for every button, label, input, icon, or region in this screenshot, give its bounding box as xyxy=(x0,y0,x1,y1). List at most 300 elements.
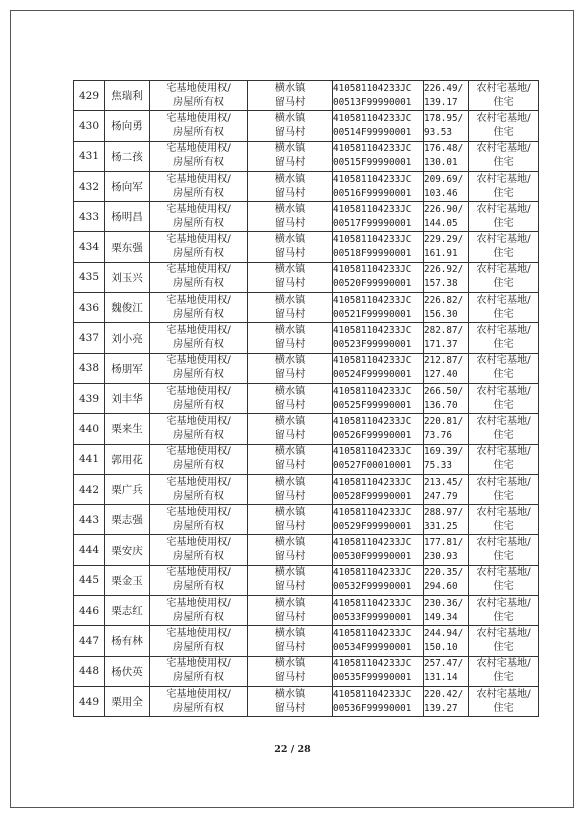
owner-name-cell-text: 栗安庆 xyxy=(111,544,143,557)
owner-name-cell xyxy=(105,353,150,383)
table-row xyxy=(74,414,539,444)
land-use-cell xyxy=(469,656,539,686)
land-use-cell xyxy=(469,202,539,232)
right-type-cell xyxy=(150,171,248,201)
land-use-cell xyxy=(469,596,539,626)
unit-code-cell-text: 00517F99990001 xyxy=(333,217,412,229)
row-number-cell-text: 433 xyxy=(78,210,100,223)
land-use-cell-text: 住宅 xyxy=(493,369,514,381)
unit-code-cell-text: 00526F99990001 xyxy=(333,429,412,441)
location-cell-text: 横水镇 xyxy=(274,415,306,427)
right-type-cell xyxy=(150,383,248,413)
owner-name-cell-text: 杨朋军 xyxy=(111,362,143,375)
location-cell-text: 横水镇 xyxy=(274,658,306,670)
land-use-cell-text: 农村宅基地/ xyxy=(476,264,531,276)
location-cell xyxy=(248,262,333,292)
right-type-cell xyxy=(150,232,248,262)
right-type-cell-text: 宅基地使用权/ xyxy=(166,627,231,639)
land-use-cell-text: 农村宅基地/ xyxy=(476,143,531,155)
area-cell-text: 220.42/ xyxy=(424,688,464,700)
location-cell-text: 横水镇 xyxy=(274,264,306,276)
land-use-cell-text: 农村宅基地/ xyxy=(476,173,531,185)
unit-code-cell-text: 00527F00010001 xyxy=(333,460,412,472)
area-cell xyxy=(424,171,469,201)
owner-name-cell-text: 杨有林 xyxy=(111,635,143,648)
location-cell xyxy=(248,535,333,565)
unit-code-cell-text: 410581104233JC xyxy=(333,173,412,185)
land-use-cell-text: 住宅 xyxy=(493,641,514,653)
right-type-cell-text: 房屋所有权 xyxy=(173,339,224,351)
location-cell xyxy=(248,232,333,262)
right-type-cell-text: 宅基地使用权/ xyxy=(166,234,231,246)
right-type-cell-text: 宅基地使用权/ xyxy=(166,506,231,518)
area-cell-text: 213.45/ xyxy=(424,476,464,488)
right-type-cell-text: 宅基地使用权/ xyxy=(166,567,231,579)
row-number-cell xyxy=(74,686,105,716)
area-cell xyxy=(424,626,469,656)
area-cell-text: 257.47/ xyxy=(424,658,464,670)
land-use-cell-text: 住宅 xyxy=(493,187,514,199)
location-cell xyxy=(248,383,333,413)
right-type-cell-text: 宅基地使用权/ xyxy=(166,264,231,276)
row-number-cell xyxy=(74,656,105,686)
unit-code-cell-text: 410581104233JC xyxy=(333,234,412,246)
row-number-cell-text: 434 xyxy=(78,241,100,254)
right-type-cell xyxy=(150,353,248,383)
unit-code-cell-text: 410581104233JC xyxy=(333,476,412,488)
unit-code-cell-text: 410581104233JC xyxy=(333,627,412,639)
right-type-cell-text: 房屋所有权 xyxy=(173,490,224,502)
row-number-cell-text: 437 xyxy=(78,332,100,345)
area-cell xyxy=(424,111,469,141)
area-cell-text: 130.01 xyxy=(424,157,458,169)
right-type-cell-text: 房屋所有权 xyxy=(173,581,224,593)
location-cell-text: 横水镇 xyxy=(274,688,306,700)
area-cell xyxy=(424,596,469,626)
land-use-cell-text: 农村宅基地/ xyxy=(476,385,531,397)
owner-name-cell xyxy=(105,505,150,535)
owner-name-cell-text: 杨伏英 xyxy=(111,665,143,678)
right-type-cell-text: 房屋所有权 xyxy=(173,217,224,229)
land-use-cell xyxy=(469,686,539,716)
area-cell-text: 331.25 xyxy=(424,520,458,532)
owner-name-cell-text: 栗金玉 xyxy=(111,574,143,587)
unit-code-cell xyxy=(333,505,424,535)
unit-code-cell-text: 410581104233JC xyxy=(333,82,412,94)
right-type-cell-text: 房屋所有权 xyxy=(173,520,224,532)
land-use-cell-text: 农村宅基地/ xyxy=(476,476,531,488)
owner-name-cell-text: 栗用全 xyxy=(111,696,143,709)
area-cell-text: 75.33 xyxy=(424,460,452,472)
location-cell xyxy=(248,81,333,111)
table-row xyxy=(74,383,539,413)
right-type-cell-text: 宅基地使用权/ xyxy=(166,476,231,488)
area-cell-text: 220.35/ xyxy=(424,567,464,579)
location-cell-text: 留马村 xyxy=(274,672,306,684)
location-cell-text: 横水镇 xyxy=(274,234,306,246)
right-type-cell-text: 宅基地使用权/ xyxy=(166,203,231,215)
table-row xyxy=(74,293,539,323)
owner-name-cell xyxy=(105,232,150,262)
land-use-cell-text: 农村宅基地/ xyxy=(476,203,531,215)
right-type-cell-text: 宅基地使用权/ xyxy=(166,112,231,124)
owner-name-cell xyxy=(105,444,150,474)
owner-name-cell-text: 焦瑞利 xyxy=(111,90,143,103)
unit-code-cell-text: 00534F99990001 xyxy=(333,641,412,653)
location-cell xyxy=(248,323,333,353)
owner-name-cell xyxy=(105,383,150,413)
table-row xyxy=(74,656,539,686)
row-number-cell xyxy=(74,626,105,656)
right-type-cell-text: 宅基地使用权/ xyxy=(166,597,231,609)
location-cell-text: 留马村 xyxy=(274,187,306,199)
row-number-cell xyxy=(74,535,105,565)
unit-code-cell xyxy=(333,535,424,565)
right-type-cell xyxy=(150,141,248,171)
area-cell xyxy=(424,293,469,323)
owner-name-cell-text: 魏俊江 xyxy=(111,302,143,315)
table-row xyxy=(74,202,539,232)
owner-name-cell xyxy=(105,414,150,444)
row-number-cell-text: 430 xyxy=(78,119,100,132)
location-cell-text: 横水镇 xyxy=(274,82,306,94)
area-cell-text: 226.90/ xyxy=(424,203,464,215)
unit-code-cell xyxy=(333,474,424,504)
right-type-cell-text: 房屋所有权 xyxy=(173,126,224,138)
page-number: 22 / 28 xyxy=(274,744,311,755)
area-cell-text: 93.53 xyxy=(424,126,452,138)
row-number-cell xyxy=(74,474,105,504)
land-use-cell-text: 农村宅基地/ xyxy=(476,294,531,306)
row-number-cell-text: 435 xyxy=(78,271,100,284)
location-cell-text: 留马村 xyxy=(274,581,306,593)
area-cell-text: 212.87/ xyxy=(424,355,464,367)
area-cell xyxy=(424,535,469,565)
land-use-cell xyxy=(469,565,539,595)
unit-code-cell-text: 410581104233JC xyxy=(333,112,412,124)
row-number-cell xyxy=(74,323,105,353)
owner-name-cell-text: 杨明昌 xyxy=(111,211,143,224)
location-cell-text: 留马村 xyxy=(274,399,306,411)
owner-name-cell-text: 栗广兵 xyxy=(111,484,143,496)
owner-name-cell-text: 杨向勇 xyxy=(111,120,143,133)
owner-name-cell xyxy=(105,141,150,171)
area-cell-text: 226.49/ xyxy=(424,82,464,94)
land-use-cell-text: 农村宅基地/ xyxy=(476,325,531,337)
unit-code-cell xyxy=(333,262,424,292)
area-cell-text: 294.60 xyxy=(424,581,458,593)
unit-code-cell xyxy=(333,656,424,686)
right-type-cell-text: 房屋所有权 xyxy=(173,278,224,290)
land-use-cell-text: 农村宅基地/ xyxy=(476,537,531,549)
right-type-cell xyxy=(150,535,248,565)
location-cell xyxy=(248,444,333,474)
table-row xyxy=(74,353,539,383)
right-type-cell xyxy=(150,686,248,716)
location-cell-text: 横水镇 xyxy=(274,325,306,337)
owner-name-cell-text: 栗志红 xyxy=(111,605,143,618)
area-cell-text: 131.14 xyxy=(424,672,458,684)
row-number-cell xyxy=(74,353,105,383)
table-row xyxy=(74,323,539,353)
area-cell xyxy=(424,686,469,716)
area-cell-text: 156.30 xyxy=(424,308,458,320)
right-type-cell-text: 房屋所有权 xyxy=(173,460,224,472)
table-row xyxy=(74,565,539,595)
location-cell-text: 留马村 xyxy=(274,369,306,381)
unit-code-cell-text: 410581104233JC xyxy=(333,567,412,579)
location-cell xyxy=(248,626,333,656)
owner-name-cell-text: 刘玉兴 xyxy=(111,271,143,284)
land-use-cell xyxy=(469,474,539,504)
area-cell-text: 247.79 xyxy=(424,490,458,502)
area-cell xyxy=(424,232,469,262)
right-type-cell xyxy=(150,656,248,686)
unit-code-cell-text: 410581104233JC xyxy=(333,415,412,427)
row-number-cell-text: 439 xyxy=(78,392,100,405)
right-type-cell-text: 宅基地使用权/ xyxy=(166,658,231,670)
row-number-cell-text: 446 xyxy=(78,604,100,617)
location-cell-text: 横水镇 xyxy=(274,567,306,579)
owner-name-cell-text: 杨向军 xyxy=(111,181,143,194)
right-type-cell-text: 宅基地使用权/ xyxy=(166,173,231,185)
unit-code-cell-text: 00532F99990001 xyxy=(333,581,412,593)
land-use-cell xyxy=(469,505,539,535)
land-use-cell xyxy=(469,383,539,413)
unit-code-cell-text: 410581104233JC xyxy=(333,325,412,337)
land-use-cell-text: 住宅 xyxy=(493,702,514,714)
table-row xyxy=(74,81,539,111)
unit-code-cell xyxy=(333,81,424,111)
row-number-cell-text: 445 xyxy=(78,574,100,587)
land-use-cell xyxy=(469,262,539,292)
location-cell-text: 留马村 xyxy=(274,460,306,472)
owner-name-cell-text: 郭用花 xyxy=(111,453,143,466)
owner-name-cell xyxy=(105,171,150,201)
area-cell xyxy=(424,414,469,444)
row-number-cell-text: 442 xyxy=(78,483,100,496)
owner-name-cell-text: 杨二孩 xyxy=(111,150,143,163)
unit-code-cell-text: 410581104233JC xyxy=(333,537,412,549)
land-use-cell-text: 农村宅基地/ xyxy=(476,597,531,609)
location-cell-text: 留马村 xyxy=(274,520,306,532)
land-use-cell-text: 住宅 xyxy=(493,581,514,593)
location-cell xyxy=(248,171,333,201)
land-use-cell-text: 住宅 xyxy=(493,248,514,260)
right-type-cell xyxy=(150,293,248,323)
right-type-cell-text: 房屋所有权 xyxy=(173,96,224,108)
property-rights-table xyxy=(73,80,539,717)
land-use-cell-text: 农村宅基地/ xyxy=(476,446,531,458)
area-cell xyxy=(424,81,469,111)
unit-code-cell-text: 410581104233JC xyxy=(333,385,412,397)
right-type-cell-text: 房屋所有权 xyxy=(173,308,224,320)
right-type-cell xyxy=(150,626,248,656)
right-type-cell-text: 宅基地使用权/ xyxy=(166,143,231,155)
land-use-cell xyxy=(469,444,539,474)
row-number-cell-text: 431 xyxy=(78,150,100,163)
owner-name-cell-text: 栗志强 xyxy=(111,514,143,527)
row-number-cell xyxy=(74,202,105,232)
unit-code-cell xyxy=(333,444,424,474)
location-cell xyxy=(248,565,333,595)
unit-code-cell-text: 410581104233JC xyxy=(333,446,412,458)
unit-code-cell-text: 410581104233JC xyxy=(333,294,412,306)
owner-name-cell-text: 栗来生 xyxy=(111,423,143,436)
land-use-cell xyxy=(469,293,539,323)
location-cell-text: 留马村 xyxy=(274,429,306,441)
table-row xyxy=(74,232,539,262)
location-cell-text: 留马村 xyxy=(274,339,306,351)
right-type-cell-text: 宅基地使用权/ xyxy=(166,355,231,367)
area-cell-text: 220.81/ xyxy=(424,415,464,427)
table-row xyxy=(74,262,539,292)
area-cell xyxy=(424,141,469,171)
location-cell-text: 横水镇 xyxy=(274,476,306,488)
land-use-cell xyxy=(469,81,539,111)
location-cell xyxy=(248,414,333,444)
location-cell-text: 留马村 xyxy=(274,126,306,138)
unit-code-cell xyxy=(333,596,424,626)
location-cell-text: 留马村 xyxy=(274,217,306,229)
table-row xyxy=(74,474,539,504)
location-cell-text: 横水镇 xyxy=(274,294,306,306)
right-type-cell xyxy=(150,474,248,504)
row-number-cell xyxy=(74,383,105,413)
unit-code-cell-text: 410581104233JC xyxy=(333,355,412,367)
right-type-cell-text: 宅基地使用权/ xyxy=(166,446,231,458)
right-type-cell-text: 房屋所有权 xyxy=(173,611,224,623)
row-number-cell-text: 449 xyxy=(78,695,100,708)
location-cell-text: 留马村 xyxy=(274,641,306,653)
unit-code-cell xyxy=(333,383,424,413)
right-type-cell-text: 房屋所有权 xyxy=(173,369,224,381)
row-number-cell xyxy=(74,171,105,201)
location-cell xyxy=(248,474,333,504)
land-use-cell-text: 住宅 xyxy=(493,96,514,108)
unit-code-cell-text: 00533F99990001 xyxy=(333,611,412,623)
unit-code-cell-text: 00515F99990001 xyxy=(333,157,412,169)
unit-code-cell xyxy=(333,323,424,353)
right-type-cell-text: 房屋所有权 xyxy=(173,187,224,199)
unit-code-cell xyxy=(333,111,424,141)
row-number-cell-text: 440 xyxy=(78,422,100,435)
location-cell-text: 横水镇 xyxy=(274,506,306,518)
owner-name-cell xyxy=(105,565,150,595)
unit-code-cell-text: 00525F99990001 xyxy=(333,399,412,411)
unit-code-cell-text: 00513F99990001 xyxy=(333,96,412,108)
table-row xyxy=(74,596,539,626)
row-number-cell-text: 438 xyxy=(78,362,100,375)
area-cell-text: 288.97/ xyxy=(424,506,464,518)
area-cell-text: 177.81/ xyxy=(424,537,464,549)
location-cell-text: 留马村 xyxy=(274,308,306,320)
unit-code-cell xyxy=(333,414,424,444)
land-use-cell xyxy=(469,626,539,656)
area-cell-text: 73.76 xyxy=(424,429,452,441)
owner-name-cell xyxy=(105,81,150,111)
unit-code-cell-text: 410581104233JC xyxy=(333,506,412,518)
land-use-cell-text: 农村宅基地/ xyxy=(476,627,531,639)
area-cell xyxy=(424,505,469,535)
area-cell-text: 229.29/ xyxy=(424,234,464,246)
area-cell xyxy=(424,262,469,292)
row-number-cell-text: 443 xyxy=(78,513,100,526)
row-number-cell xyxy=(74,444,105,474)
location-cell xyxy=(248,202,333,232)
right-type-cell-text: 宅基地使用权/ xyxy=(166,537,231,549)
unit-code-cell xyxy=(333,686,424,716)
area-cell xyxy=(424,565,469,595)
land-use-cell-text: 住宅 xyxy=(493,672,514,684)
unit-code-cell xyxy=(333,626,424,656)
area-cell-text: 161.91 xyxy=(424,248,458,260)
land-use-cell-text: 住宅 xyxy=(493,278,514,290)
unit-code-cell-text: 00528F99990001 xyxy=(333,490,412,502)
right-type-cell xyxy=(150,505,248,535)
row-number-cell xyxy=(74,232,105,262)
unit-code-cell-text: 00514F99990001 xyxy=(333,126,412,138)
owner-name-cell xyxy=(105,656,150,686)
land-use-cell xyxy=(469,414,539,444)
land-use-cell-text: 住宅 xyxy=(493,308,514,320)
area-cell xyxy=(424,656,469,686)
table-row xyxy=(74,686,539,716)
land-use-cell xyxy=(469,353,539,383)
unit-code-cell-text: 00536F99990001 xyxy=(333,702,412,714)
row-number-cell xyxy=(74,81,105,111)
area-cell-text: 176.48/ xyxy=(424,143,464,155)
area-cell-text: 230.36/ xyxy=(424,597,464,609)
land-use-cell xyxy=(469,535,539,565)
row-number-cell-text: 436 xyxy=(78,301,100,314)
land-use-cell xyxy=(469,111,539,141)
area-cell-text: 209.69/ xyxy=(424,173,464,185)
location-cell-text: 留马村 xyxy=(274,278,306,290)
area-cell-text: 178.95/ xyxy=(424,112,464,124)
right-type-cell-text: 宅基地使用权/ xyxy=(166,325,231,337)
area-cell xyxy=(424,383,469,413)
unit-code-cell-text: 00530F99990001 xyxy=(333,551,412,563)
area-cell-text: 266.50/ xyxy=(424,385,464,397)
unit-code-cell-text: 00520F99990001 xyxy=(333,278,412,290)
table-row xyxy=(74,141,539,171)
area-cell-text: 149.34 xyxy=(424,611,458,623)
location-cell xyxy=(248,505,333,535)
land-use-cell xyxy=(469,171,539,201)
land-use-cell-text: 农村宅基地/ xyxy=(476,234,531,246)
row-number-cell xyxy=(74,262,105,292)
unit-code-cell-text: 410581104233JC xyxy=(333,688,412,700)
right-type-cell xyxy=(150,81,248,111)
owner-name-cell-text: 刘丰华 xyxy=(111,393,143,406)
row-number-cell xyxy=(74,505,105,535)
area-cell-text: 150.10 xyxy=(424,641,458,653)
row-number-cell xyxy=(74,565,105,595)
area-cell xyxy=(424,323,469,353)
row-number-cell xyxy=(74,141,105,171)
unit-code-cell-text: 00524F99990001 xyxy=(333,369,412,381)
location-cell-text: 横水镇 xyxy=(274,627,306,639)
right-type-cell-text: 宅基地使用权/ xyxy=(166,415,231,427)
location-cell-text: 横水镇 xyxy=(274,143,306,155)
unit-code-cell-text: 00529F99990001 xyxy=(333,520,412,532)
land-use-cell-text: 农村宅基地/ xyxy=(476,506,531,518)
owner-name-cell xyxy=(105,262,150,292)
right-type-cell xyxy=(150,202,248,232)
location-cell-text: 横水镇 xyxy=(274,385,306,397)
table-row xyxy=(74,444,539,474)
